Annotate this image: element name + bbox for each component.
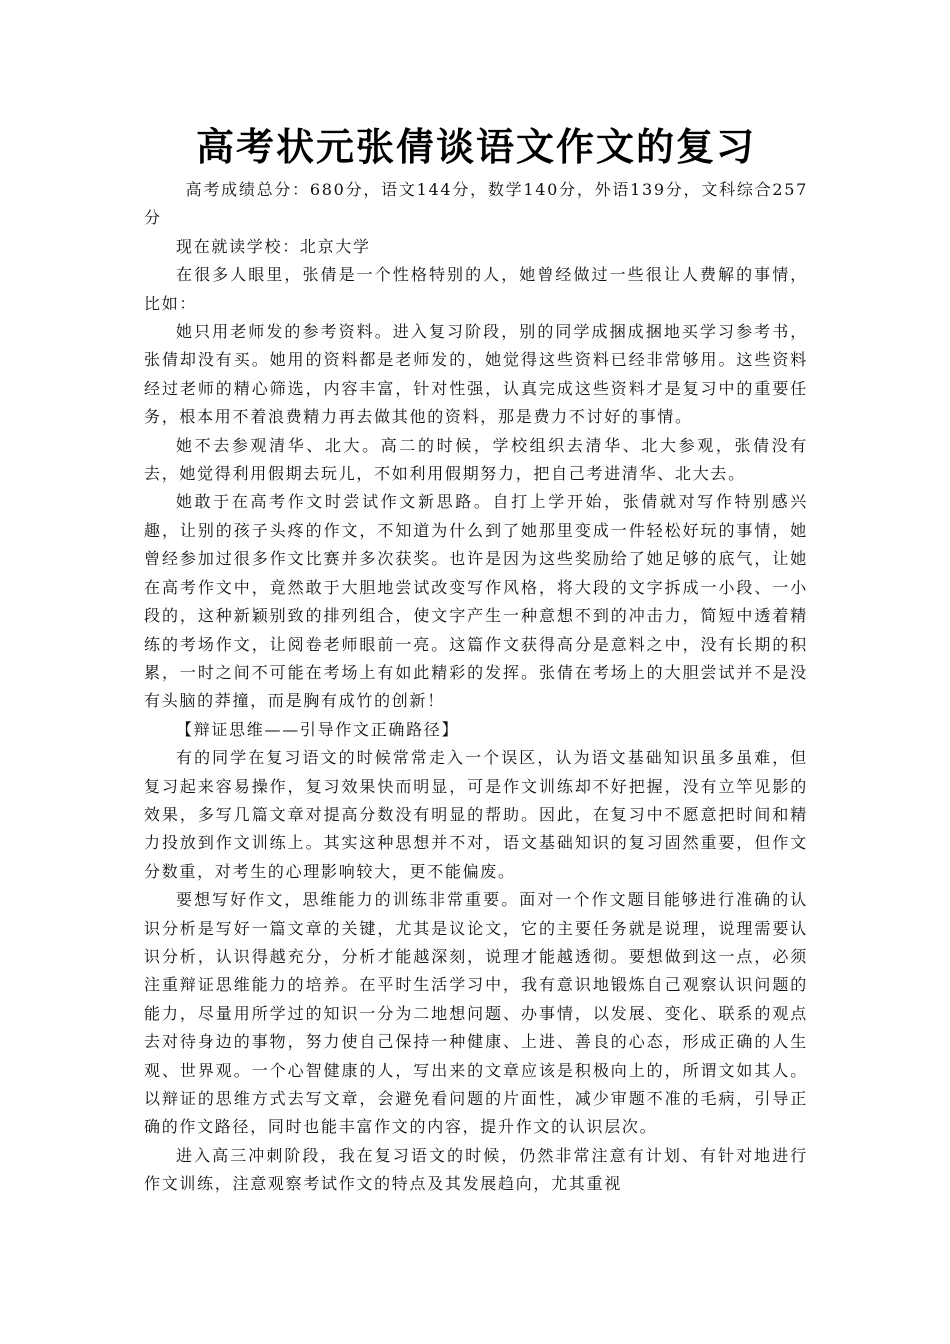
body-paragraph: 要想写好作文，思维能力的训练非常重要。面对一个作文题目能够进行准确的认识分析是写好一篇文章的关键，尤其是议论文，它的主要任务就是说理，说理需要认识分析，认识得越充分，分析才能越深刻，说理才能越透彻。要想做到这一点，必须注重辩证思维能力的培养。在平时生活学习中，我有意识地锻炼自己观察认识问题的能力，尽量用所学过的知识一分为二地想问题、办事情，以发展、变化、联系的观点去对待身边的事物，努力使自己保持一种健康、上进、善良的心态，形成正确的人生观、世界观。一个心智健康的人，写出来的文章应该是积极向上的，所谓文如其人。以辩证的思维方式去写文章，会避免看问题的片面性，减少审题不准的毛病，引导正确的作文路径，同时也能丰富作文的内容，提升作文的认识层次。 bbox=[144, 890, 808, 1137]
body-paragraph: 她敢于在高考作文时尝试作文新思路。自打上学开始，张倩就对写作特别感兴趣，让别的孩子头疼的作文，不知道为什么到了她那里变成一件轻松好玩的事情，她曾经参加过很多作文比赛并多次获奖。也许是因为这些奖励给了她足够的底气，让她在高考作文中，竟然敢于大胆地尝试改变写作风格，将大段的文字拆成一小段、一小段的，这种新颖别致的排列组合，使文字产生一种意想不到的冲击力，简短中透着精练的考场作文，让阅卷老师眼前一亮。这篇作文获得高分是意料之中，没有长期的积累，一时之间不可能在考场上有如此精彩的发挥。张倩在考场上的大胆尝试并不是没有头脑的莽撞，而是胸有成竹的创新！ bbox=[144, 492, 808, 711]
document-page bbox=[144, 122, 808, 1199]
body-paragraph: 有的同学在复习语文的时候常常走入一个误区，认为语文基础知识虽多虽难，但复习起来容易操作，复习效果快而明显，可是作文训练却不好把握，没有立竿见影的效果，多写几篇文章对提高分数没有明显的帮助。因此，在复习中不愿意把时间和精力投放到作文训练上。其实这种思想并不对，语文基础知识的复习固然重要，但作文分数重，对考生的心理影响较大，更不能偏废。 bbox=[144, 748, 808, 881]
score-paragraph: 高考成绩总分：680分，语文144分，数学140分，外语139分，文科综合257分 bbox=[144, 180, 808, 228]
section-heading: 【辩证思维——引导作文正确路径】 bbox=[176, 719, 460, 739]
body-paragraph: 进入高三冲刺阶段，我在复习语文的时候，仍然非常注意有计划、有针对地进行作文训练，注意观察考试作文的特点及其发展趋向，尤其重视 bbox=[144, 1145, 808, 1194]
school-paragraph: 现在就读学校：北京大学 bbox=[176, 236, 371, 256]
intro-paragraph: 在很多人眼里，张倩是一个性格特别的人，她曾经做过一些很让人费解的事情，比如： bbox=[144, 265, 808, 313]
body-paragraph: 她只用老师发的参考资料。进入复习阶段，别的同学成捆成捆地买学习参考书，张倩却没有买。她用的资料都是老师发的，她觉得这些资料已经非常够用。这些资料经过老师的精心筛选，内容丰富，针对性强，认真完成这些资料才是复习中的重要任务，根本用不着浪费精力再去做其他的资料，那是费力不讨好的事情。 bbox=[144, 322, 808, 427]
document-title: 高考状元张倩谈语文作文的复习 bbox=[195, 124, 756, 169]
body-paragraph: 她不去参观清华、北大。高二的时候，学校组织去清华、北大参观，张倩没有去，她觉得利用假期去玩儿，不如利用假期努力，把自己考进清华、北大去。 bbox=[144, 435, 808, 484]
